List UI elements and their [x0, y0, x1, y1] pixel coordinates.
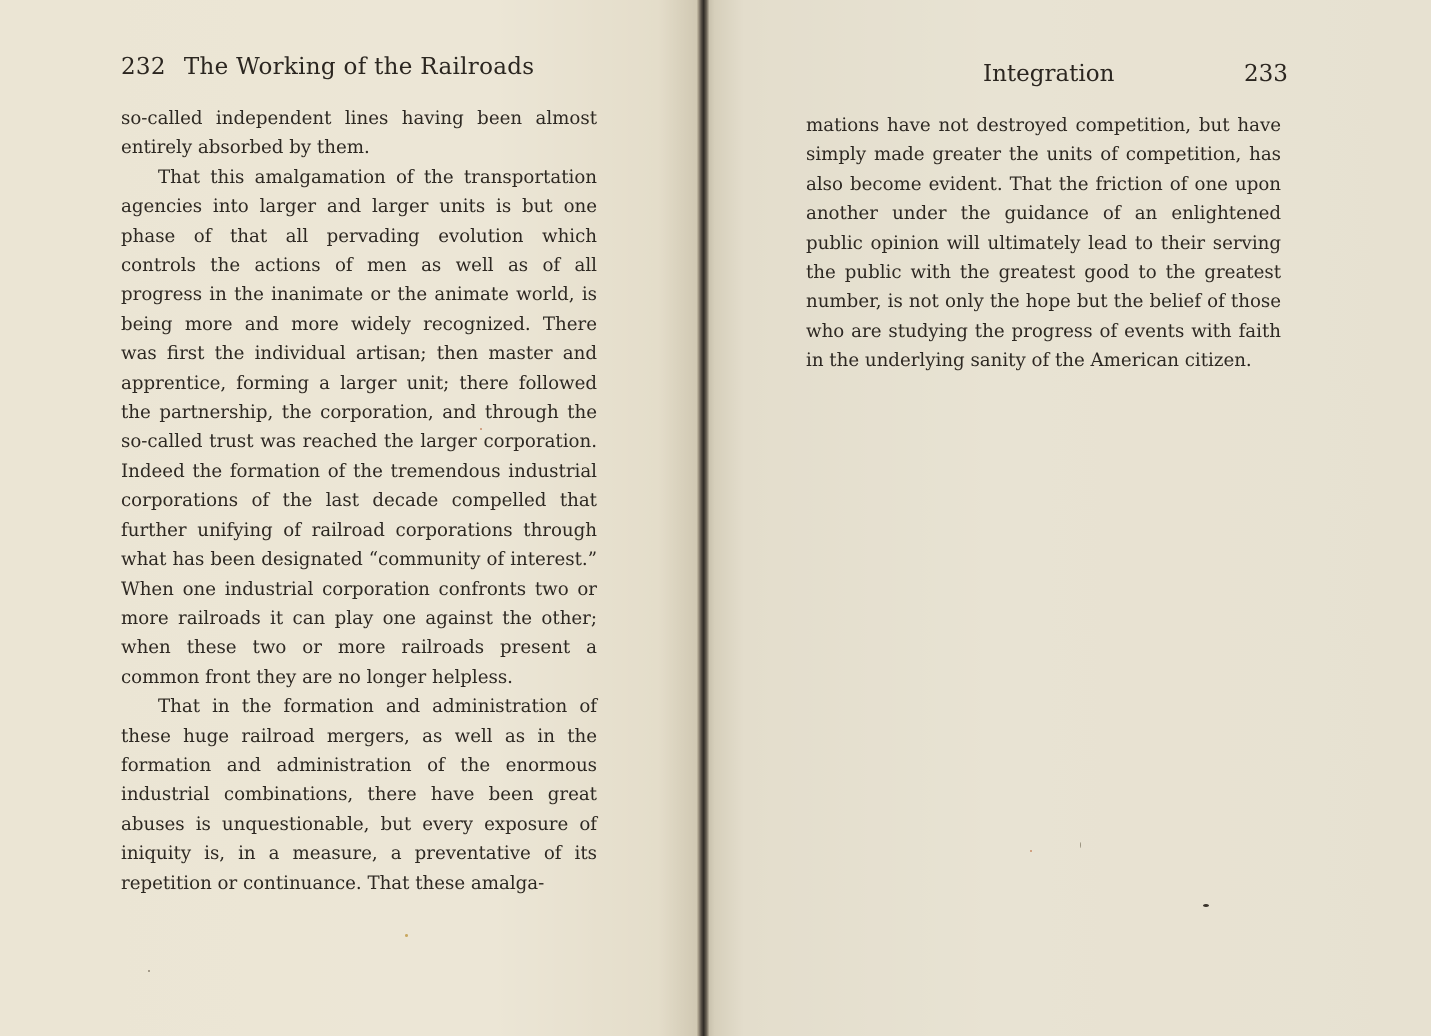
- right-body-text: [806, 111, 1281, 376]
- left-paragraph-1: so-called independent lines having been almost entirely absorbed by them.: [121, 108, 597, 159]
- book-gutter: [697, 0, 709, 1036]
- paper-speck: [405, 934, 408, 937]
- left-paragraph-2: That this amalgamation of the transportation agencies into larger and larger units is but one phase of that all pervading evolution which controls the actions of men as well as of all progress in the inanimate or the animate world, is being more and more widely recognized. There was first the individual artisan; then master and apprentice, forming a larger unit; there followed the partnership, the corporation, and through the so-called trust was reached the larger corporation. Indeed the formation of the tremendous industrial corporations of the last decade compelled that further unifying of railroad corporations through what has been designated “community of interest.” When one industrial corporation confronts two or more railroads it can play one against the other; when these two or more railroads present a common front they are no longer helpless.: [121, 166, 597, 688]
- left-paragraph-3: That in the formation and administration of these huge railroad mergers, as well as in the formation and administration of the enormous industrial combinations, there have been great abuses is unquestionable, but every exposure of iniquity is, in a measure, a preventative of its repetition or continuance. That these amalga-: [121, 696, 597, 894]
- paper-speck: [1203, 904, 1209, 907]
- right-paragraph-1: mations have not destroyed competition, but have simply made greater the units of competition, has also become evident. That the friction of one upon another under the guidance of an enlightened public opinion will ultimately lead to their serving the public with the greatest good to the greatest number, is not only the hope but the belief of those who are studying the progress of events with faith in the underlying sanity of the American citizen.: [806, 115, 1281, 372]
- paper-speck: [1080, 842, 1081, 848]
- paper-speck: [480, 428, 482, 430]
- left-running-title: The Working of the Railroads: [183, 54, 535, 80]
- paper-speck: [1030, 850, 1032, 852]
- right-running-title: Integration: [983, 61, 1115, 87]
- left-body-text: [121, 104, 597, 898]
- left-page-number: 232: [121, 54, 166, 80]
- left-running-head: [121, 54, 534, 80]
- paper-speck: [148, 970, 150, 972]
- right-page-number: 233: [1244, 61, 1288, 87]
- left-page: [0, 0, 700, 1036]
